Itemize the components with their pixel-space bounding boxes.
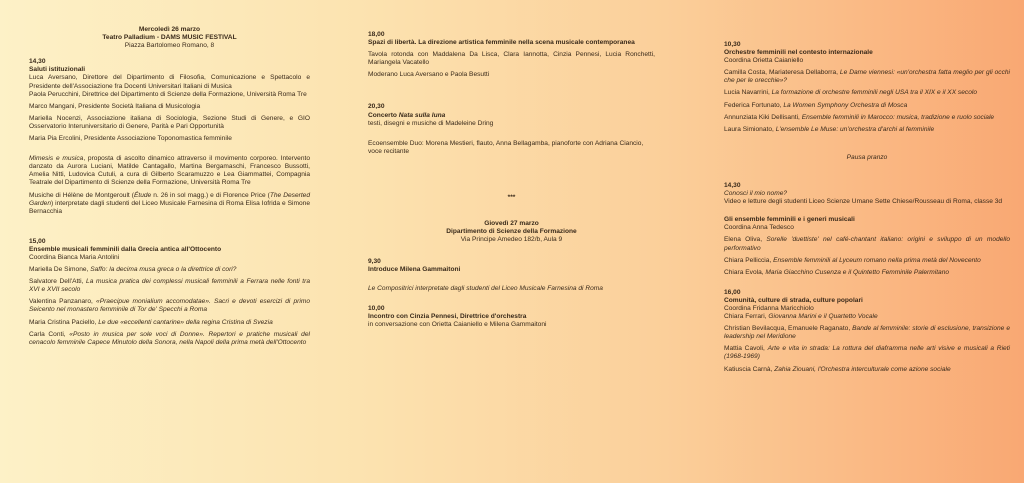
separator-stars: *** bbox=[507, 193, 516, 201]
session-title: Incontro con Cinzia Pennesi, Direttrice d'orchestra bbox=[368, 312, 527, 320]
talk-item: Federica Fortunato, La Women Symphony Orchestra di Mosca bbox=[724, 101, 908, 109]
talk-item: Valentina Panzanaro, «Praecipue monialium accomodatae». Sacri e devoti esercizi di primo Seicento nel monastero femminile di Tor de' Specchi a Roma bbox=[29, 298, 311, 314]
venue-title: Dipartimento di Scienze della Formazione bbox=[446, 228, 577, 236]
session-description: Video e letture degli studenti Liceo Scienze Umane Sette Chiese/Rousseau di Roma, classe 3d bbox=[724, 198, 1003, 206]
speaker-line: Maria Pia Ercolini, Presidente Associazione Toponomastica femminile bbox=[29, 135, 232, 143]
column-3 bbox=[724, 0, 1010, 374]
session-coordinator: Coordina Fridanna Maricchiolo bbox=[724, 304, 814, 312]
speaker-line: Mariella Nocenzi, Associazione italiana di Sociologia, Sezione Studi di Genere, e GIO Osservatorio Interuniversitario di Genere, Parità e Pari Opportunità bbox=[29, 114, 310, 130]
talk-item: Chiara Ferrari, Giovanna Marini e il Quartetto Vocale bbox=[724, 313, 878, 321]
session-coordinator: Coordina Bianca Maria Antolini bbox=[29, 253, 120, 261]
column-2 bbox=[368, 0, 655, 329]
session-time: 10,30 bbox=[724, 41, 741, 48]
session-title: Concerto Nata sulla luna bbox=[368, 111, 446, 119]
session-title: Introduce Milena Gammaitoni bbox=[368, 266, 461, 274]
talk-item: Chiara Evola, Maria Giacchino Cusenza e il Quintetto Femminile Palermitano bbox=[724, 268, 950, 276]
session-coordinator: Coordina Orietta Caianiello bbox=[724, 57, 804, 65]
talk-item: Chiara Pelliccia, Ensemble femminili al Lyceum romano nella prima metà del Novecento bbox=[724, 256, 981, 264]
talk-item: Katiuscia Carnà, Zahia Ziouani, l'Orchestra interculturale come azione sociale bbox=[724, 365, 951, 373]
column-1 bbox=[29, 0, 310, 347]
day-title: Mercoledì 26 marzo bbox=[138, 26, 201, 33]
session-time: 15,00 bbox=[29, 237, 46, 245]
session-time: 16,00 bbox=[724, 288, 741, 296]
musiche-paragraph: Musiche di Hélène de Montgeroult (Étude n. 26 in sol magg.) e di Florence Price (The Deserted Garden) interpretate dagli studenti del Liceo Musicale Farnesina di Roma Elisa Iofrida e Simone Bernacchia bbox=[29, 191, 310, 215]
mimesis-paragraph: Mimesis e musica, proposta di ascolto dinamico attraverso il movimento corporeo. Intervento danzato da Aurora Luciani, Matilde Cantagallo, Martina Bergamaschi, Francesco Bussotti, Amelia Nitti, Ludovica Cutuli, a cura di Gilberto Scaramuzzo e Lea Giammattei, Compagnia Teatrale del Dipartimento di Scienze della Formazione, Università Roma Tre bbox=[29, 155, 310, 187]
session-description: Le Compositrici interpretate dagli studenti del Liceo Musicale Farnesina di Roma bbox=[368, 284, 603, 292]
talk-item: Maria Cristina Paciello, Le due «eccellenti cantarine» della regina Cristina di Svezia bbox=[29, 318, 273, 326]
day-title: Giovedì 27 marzo bbox=[484, 220, 539, 228]
day-header-2 bbox=[368, 220, 655, 244]
talk-item: Christian Bevilacqua, Emanuele Raganato, Bande al femminile: storie di esclusione, transizione e leadership nel Meridione bbox=[724, 325, 1010, 341]
venue-address: Via Principe Amedeo 182/b, Aula 9 bbox=[460, 236, 563, 244]
session-title: Saluti istituzionali bbox=[29, 66, 86, 74]
session-time: 9,30 bbox=[368, 258, 381, 266]
day-header-1 bbox=[29, 26, 310, 50]
talk-item: Camilla Costa, Mariateresa Dellaborra, Le Dame viennesi: «un'orchestra fatta meglio per gli occhi che per le orecchie»? bbox=[724, 69, 1011, 85]
talk-item: Salvatore Dell'Atti, La musica pratica dei complessi musicali femminili a Ferrara nelle fonti tra XVI e XVII secolo bbox=[29, 278, 310, 294]
session-title: Gli ensemble femminili e i generi musicali bbox=[724, 216, 855, 224]
session-time: 14,30 bbox=[724, 181, 741, 189]
session-title: Ensemble musicali femminili dalla Grecia antica all'Ottocento bbox=[29, 245, 222, 253]
performers: Ecoensemble Duo: Morena Mestieri, flauto, Anna Bellagamba, pianoforte con Adriana Ciancio, voce recitante bbox=[368, 139, 644, 155]
session-title: Spazi di libertà. La direzione artistica femminile nella scena musicale contemporanea bbox=[368, 39, 635, 47]
session-time: 10,00 bbox=[368, 304, 385, 312]
talk-item: Elena Oliva, Sorelle 'duettiste' nel café-chantant italiano: origini e sviluppo di un modello performativo bbox=[724, 236, 1010, 252]
speaker-line: Luca Aversano, Direttore del Dipartimento di Filosofia, Comunicazione e Spettacolo e Presidente dell'Associazione fra Docenti Universitari Italiani di Musica bbox=[29, 74, 310, 90]
talk-item: Mattia Cavoli, Arte e vita in strada: La rottura del diaframma nelle arti visive e musicali a Rieti (1968-1969) bbox=[724, 345, 1010, 361]
session-title: Comunità, culture di strada, culture popolari bbox=[724, 296, 863, 304]
speaker-line: Paola Perucchini, Direttrice del Dipartimento di Scienze della Formazione, Università Roma Tre bbox=[29, 90, 307, 98]
speaker-line: Marco Mangani, Presidente Società Italiana di Musicologia bbox=[29, 102, 201, 110]
session-title: Conosci il mio nome? bbox=[724, 190, 788, 198]
session-time: 14,30 bbox=[29, 58, 46, 66]
lunch-break: Pausa pranzo bbox=[846, 153, 888, 161]
venue-address: Piazza Bartolomeo Romano, 8 bbox=[124, 42, 215, 50]
session-moderators: Moderano Luca Aversano e Paola Besutti bbox=[368, 71, 490, 79]
session-description: in conversazione con Orietta Caianiello e Milena Gammaitoni bbox=[368, 320, 547, 328]
session-title: Orchestre femminili nel contesto internazionale bbox=[724, 49, 873, 57]
talk-item: Laura Simionato, L'ensemble Le Muse: un'orchestra d'archi al femminile bbox=[724, 125, 935, 133]
talk-item: Carla Conti, «Posto in musica per sole voci di Donne». Repertori e pratiche musicali del cenacolo femminile Capece Minutolo della Sonora, nella Napoli della prima metà dell'Ottocento bbox=[29, 330, 310, 346]
session-coordinator: Coordina Anna Tedesco bbox=[724, 224, 794, 232]
session-time: 20,30 bbox=[368, 103, 385, 111]
talk-item: Lucia Navarrini, La formazione di orchestre femminili negli USA tra il XIX e il XX secolo bbox=[724, 89, 977, 97]
talk-item: Annunziata Kiki Dellisanti, Ensemble femminili in Marocco: musica, tradizione e ruolo sociale bbox=[724, 113, 995, 121]
venue-title: Teatro Palladium - DAMS MUSIC FESTIVAL bbox=[102, 34, 237, 42]
session-description: Tavola rotonda con Maddalena Da Lisca, Clara Iannotta, Cinzia Pennesi, Lucia Ronchetti, Mariangela Vacatello bbox=[368, 51, 655, 67]
talk-item: Mariella De Simone, Saffo: la decima musa greca o la direttrice di cori? bbox=[29, 266, 237, 274]
session-description: testi, disegni e musiche di Madeleine Dring bbox=[368, 119, 494, 127]
session-time: 18,00 bbox=[368, 31, 385, 38]
